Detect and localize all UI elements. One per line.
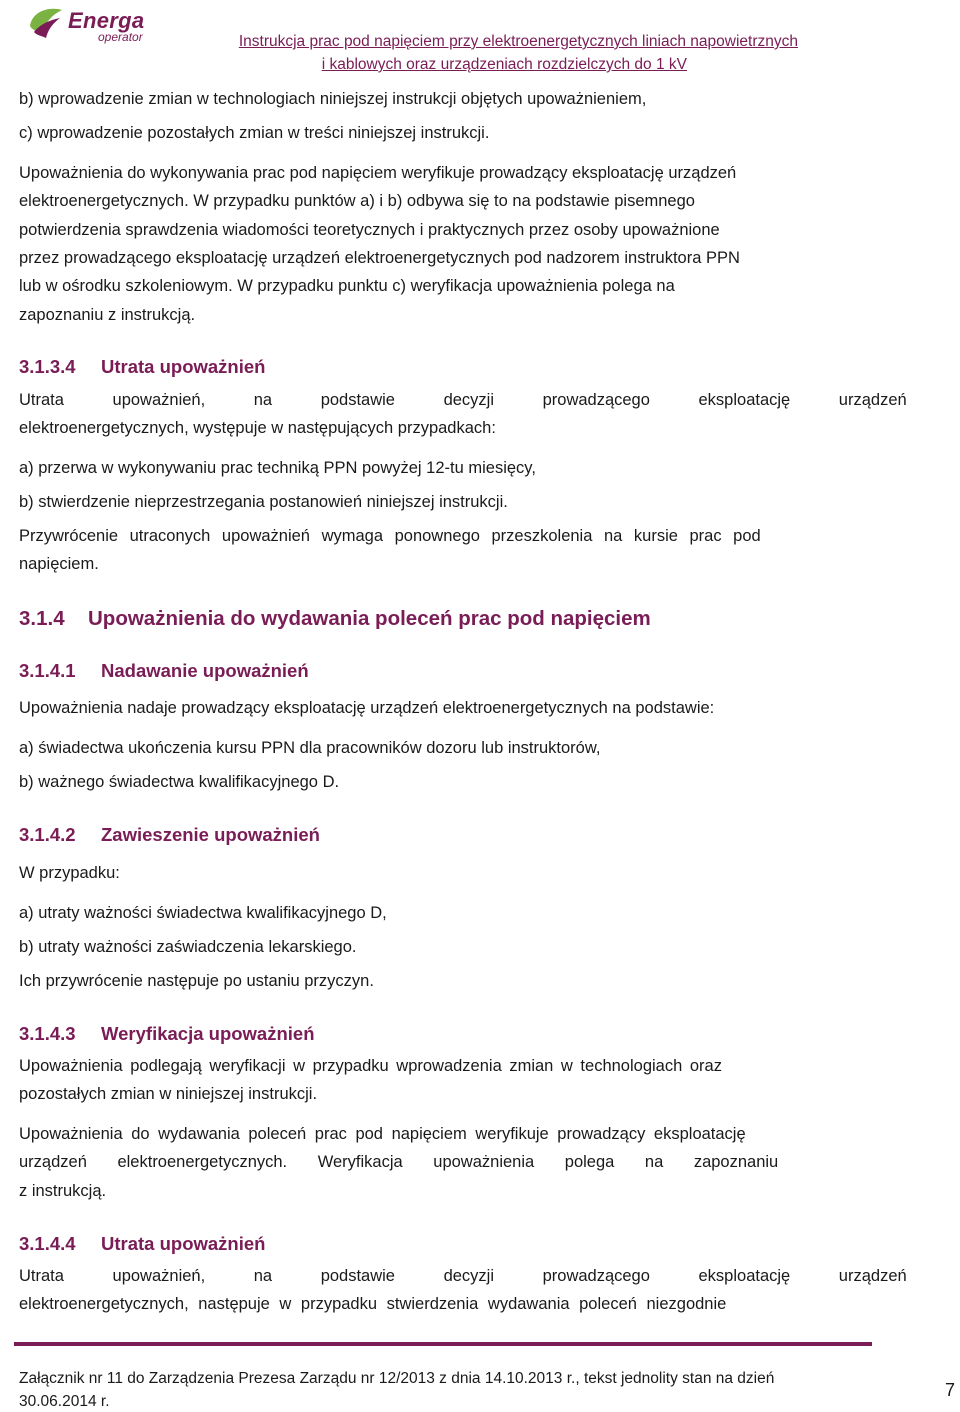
paragraph-line: Upoważnienia do wydawania poleceń prac pod napięciem weryfikuje prowadzący eksploatację xyxy=(19,1125,746,1143)
paragraph-line: Ich przywrócenie następuje po ustaniu przyczyn. xyxy=(19,972,374,990)
footer-text-line1: Załącznik nr 11 do Zarządzenia Prezesa Zarządu nr 12/2013 z dnia 14.10.2013 r., tekst jednolity stan na dzień xyxy=(19,1370,775,1387)
document-title-line1: Instrukcja prac pod napięciem przy elektroenergetycznych liniach napowietrznych xyxy=(238,33,798,50)
section-number: 3.1.3.4 xyxy=(19,356,76,377)
paragraph-line: Upoważnienia podlegają weryfikacji w przypadku wprowadzenia zmian w technologiach oraz xyxy=(19,1057,722,1075)
list-item-b: b) ważnego świadectwa kwalifikacyjnego D. xyxy=(19,773,340,791)
logo-subtitle: operator xyxy=(98,30,143,44)
footer-text-line2: 30.06.2014 r. xyxy=(19,1393,110,1410)
section-heading-314 xyxy=(19,607,651,631)
paragraph-line: elektroenergetycznych, następuje w przypadku stwierdzenia wydawania poleceń niezgodnie xyxy=(19,1295,727,1313)
section-number: 3.1.4.2 xyxy=(19,824,76,845)
paragraph-line: napięciem. xyxy=(19,555,99,573)
paragraph-line: W przypadku: xyxy=(19,864,120,882)
section-heading-3142 xyxy=(19,824,320,846)
paragraph-line: Utrata upoważnień, na podstawie decyzji prowadzącego eksploatację urządzeń xyxy=(19,1267,907,1285)
list-item-b: b) stwierdzenie nieprzestrzegania postanowień niniejszej instrukcji. xyxy=(19,493,508,511)
section-heading-3141 xyxy=(19,660,309,682)
list-item-c: c) wprowadzenie pozostałych zmian w treści niniejszej instrukcji. xyxy=(19,124,490,142)
section-number: 3.1.4.1 xyxy=(19,660,76,681)
paragraph-line: Utrata upoważnień, na podstawie decyzji prowadzącego eksploatację urządzeń xyxy=(19,391,907,409)
footer-divider xyxy=(14,1342,872,1346)
paragraph-line: elektroenergetycznych, występuje w następujących przypadkach: xyxy=(19,419,496,437)
section-title: Nadawanie upoważnień xyxy=(101,660,309,681)
section-heading-3143 xyxy=(19,1023,315,1045)
paragraph-line: elektroenergetycznych. W przypadku punktów a) i b) odbywa się to na podstawie pisemnego xyxy=(19,192,695,210)
section-title: Weryfikacja upoważnień xyxy=(101,1023,315,1044)
energa-operator-logo xyxy=(26,4,166,48)
energa-leaf-icon xyxy=(26,4,66,44)
section-number: 3.1.4.3 xyxy=(19,1023,76,1044)
list-item-b: b) utraty ważności zaświadczenia lekarskiego. xyxy=(19,938,357,956)
list-item-a: a) utraty ważności świadectwa kwalifikacyjnego D, xyxy=(19,904,387,922)
section-heading-3134 xyxy=(19,356,265,378)
list-item-a: a) świadectwa ukończenia kursu PPN dla pracowników dozoru lub instruktorów, xyxy=(19,739,601,757)
logo-name: Energa xyxy=(68,8,145,33)
paragraph-line: z instrukcją. xyxy=(19,1182,107,1200)
paragraph-line: pozostałych zmian w niniejszej instrukcji. xyxy=(19,1085,318,1103)
paragraph-line: lub w ośrodku szkoleniowym. W przypadku punktu c) weryfikacja upoważnienia polega na xyxy=(19,277,675,295)
page-number: 7 xyxy=(945,1380,956,1400)
document-title-line2: i kablowych oraz urządzeniach rozdzielczych do 1 kV xyxy=(321,56,687,73)
text: Upoważnienia do wykonywania prac pod napięciem weryfikuje prowadzący eksploatację urządzeń xyxy=(19,164,737,182)
paragraph-line: Upoważnienia nadaje prowadzący eksploatację urządzeń elektroenergetycznych na podstawie: xyxy=(19,699,715,717)
paragraph-line: przez prowadzącego eksploatację urządzeń elektroenergetycznych pod nadzorem instruktora PPN xyxy=(19,249,740,267)
paragraph-line xyxy=(19,164,887,183)
section-title: Upoważnienia do wydawania poleceń prac pod napięciem xyxy=(88,607,651,630)
section-number: 3.1.4.4 xyxy=(19,1233,76,1254)
paragraph-line: potwierdzenia sprawdzenia wiadomości teoretycznych i praktycznych przez osoby upoważnione xyxy=(19,221,720,239)
section-heading-3144 xyxy=(19,1233,265,1255)
section-number: 3.1.4 xyxy=(19,607,65,630)
list-item-a: a) przerwa w wykonywaniu prac techniką PPN powyżej 12-tu miesięcy, xyxy=(19,459,536,477)
section-title: Utrata upoważnień xyxy=(101,356,266,377)
section-title: Zawieszenie upoważnień xyxy=(101,824,320,845)
list-item-b: b) wprowadzenie zmian w technologiach niniejszej instrukcji objętych upoważnieniem, xyxy=(19,90,647,108)
paragraph-line: urządzeń elektroenergetycznych. Weryfikacja upoważnienia polega na zapoznaniu xyxy=(19,1153,779,1171)
paragraph-line: Przywrócenie utraconych upoważnień wymaga ponownego przeszkolenia na kursie prac pod xyxy=(19,527,761,545)
paragraph-line: zapoznaniu z instrukcją. xyxy=(19,306,196,324)
section-title: Utrata upoważnień xyxy=(101,1233,266,1254)
